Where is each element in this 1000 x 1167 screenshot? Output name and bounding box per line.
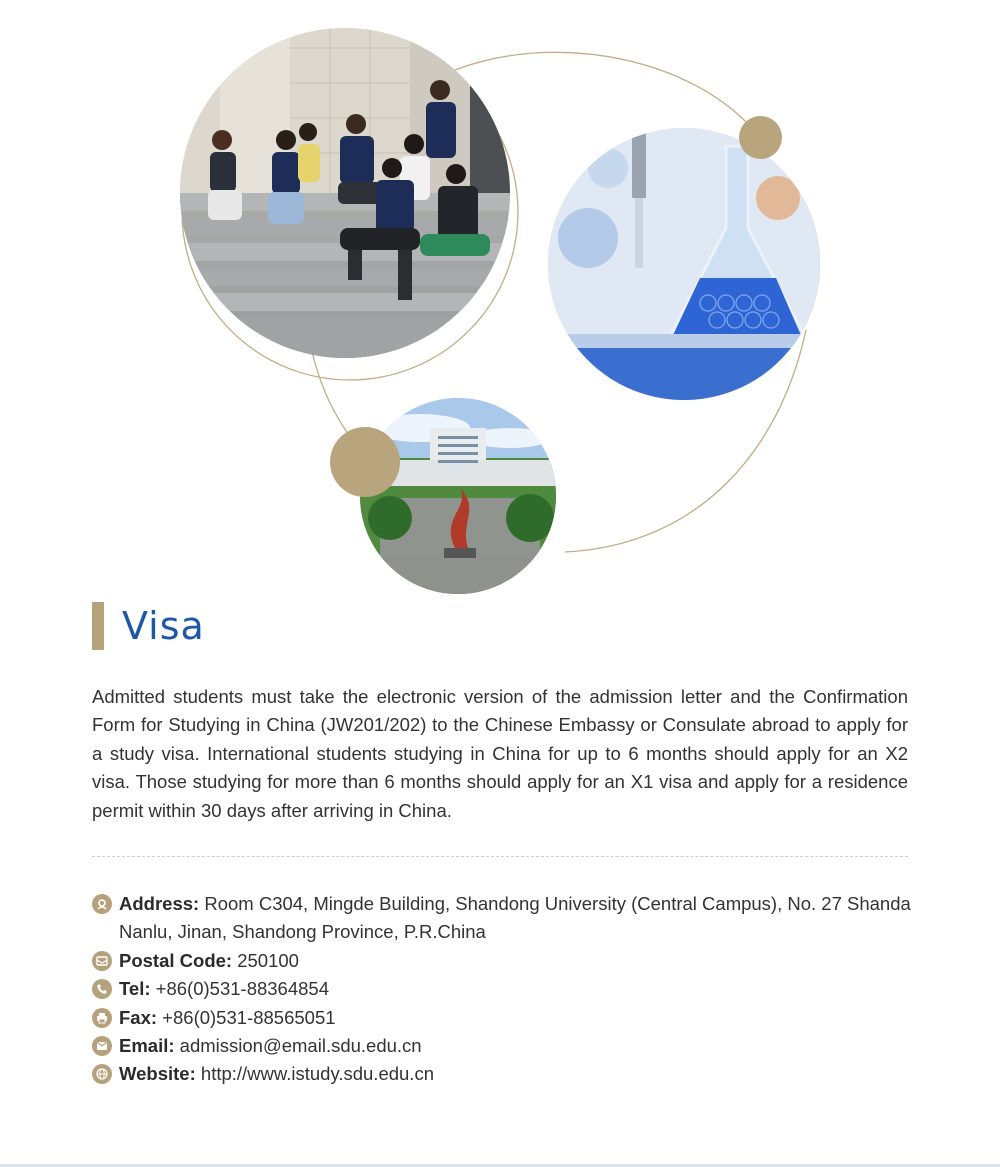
page-title: Visa bbox=[122, 604, 205, 648]
contact-label: Website: bbox=[119, 1063, 196, 1085]
contact-tel bbox=[92, 975, 912, 1003]
contact-label: Address: bbox=[119, 893, 200, 914]
contact-label: Postal Code: bbox=[119, 949, 233, 971]
contact-value: Room C304, Mingde Building, Shandong University (Central Campus), No. 27 Shanda Nanlu, Jinan, Shandong Province, P.R.China bbox=[119, 893, 911, 943]
decorative-gold-dot bbox=[330, 427, 400, 497]
globe-icon bbox=[92, 1064, 112, 1084]
chemistry-flask-photo bbox=[548, 128, 820, 400]
printer-icon bbox=[92, 1008, 112, 1028]
contact-label: Fax: bbox=[119, 1006, 158, 1028]
heading-accent-bar bbox=[92, 602, 104, 650]
website-link[interactable]: http://www.istudy.sdu.edu.cn bbox=[195, 1063, 434, 1085]
contact-label: Tel: bbox=[119, 978, 151, 1000]
contact-label: Email: bbox=[119, 1035, 175, 1057]
contact-website bbox=[92, 1060, 912, 1088]
mail-icon bbox=[92, 1036, 112, 1056]
location-pin-icon bbox=[92, 894, 112, 914]
dashed-divider bbox=[92, 856, 908, 857]
contact-value: +86(0)531-88565051 bbox=[157, 1006, 336, 1028]
contact-info-list bbox=[92, 890, 912, 1089]
contact-email bbox=[92, 1032, 912, 1060]
contact-postal-code bbox=[92, 947, 912, 975]
contact-address bbox=[92, 890, 912, 947]
decorative-gold-dot bbox=[739, 116, 782, 159]
contact-value: 250100 bbox=[232, 949, 299, 971]
phone-icon bbox=[92, 979, 112, 999]
campus-aerial-photo bbox=[360, 398, 556, 594]
visa-description: Admitted students must take the electronic version of the admission letter and the Confirmation Form for Studying in China (JW201/202) to the Chinese Embassy or Consulate abroad to apply for a study visa. International students studying in China for up to 6 months should apply for an X2 visa. Those studying for more than 6 months should apply for an X1 visa and apply for a residence permit within 30 days after arriving in China. bbox=[92, 686, 908, 821]
students-on-steps-photo bbox=[180, 28, 510, 358]
section-heading bbox=[92, 602, 205, 650]
contact-value: +86(0)531-88364854 bbox=[150, 978, 330, 1000]
email-link[interactable]: admission@email.sdu.edu.cn bbox=[174, 1035, 422, 1057]
contact-fax bbox=[92, 1004, 912, 1032]
envelope-open-icon bbox=[92, 951, 112, 971]
